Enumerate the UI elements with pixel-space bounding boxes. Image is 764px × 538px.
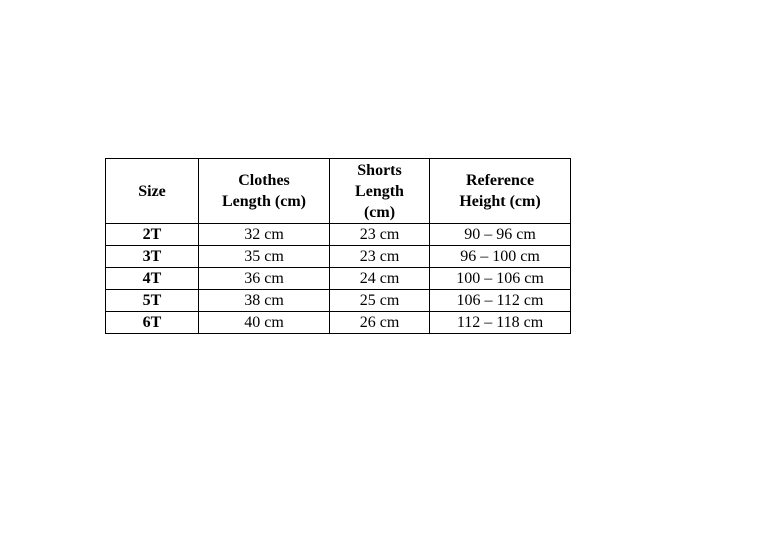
table-row [106, 224, 571, 246]
header-row [106, 159, 571, 224]
reference-height-cell: 96 – 100 cm [430, 246, 571, 268]
header-clothes-length-line-1: Clothes [238, 172, 290, 189]
size-chart-header [106, 159, 571, 224]
header-reference-height [430, 159, 571, 224]
header-clothes-length-line-2: Length (cm) [222, 193, 306, 210]
size-cell: 2T [106, 224, 199, 246]
reference-height-cell: 112 – 118 cm [430, 312, 571, 334]
header-shorts-length-line-3: (cm) [363, 203, 396, 221]
table-row [106, 312, 571, 334]
reference-height-cell: 100 – 106 cm [430, 268, 571, 290]
table-row [106, 268, 571, 290]
table-row [106, 290, 571, 312]
shorts-length-cell: 25 cm [330, 290, 430, 312]
header-size-line: Size [138, 182, 166, 200]
header-reference-height-line-1: Reference [465, 172, 535, 189]
size-chart-table [105, 158, 571, 334]
size-cell: 4T [106, 268, 199, 290]
reference-height-cell: 90 – 96 cm [430, 224, 571, 246]
clothes-length-cell: 40 cm [199, 312, 330, 334]
size-cell: 6T [106, 312, 199, 334]
header-size [106, 159, 199, 224]
shorts-length-cell: 24 cm [330, 268, 430, 290]
reference-height-cell: 106 – 112 cm [430, 290, 571, 312]
table-row [106, 246, 571, 268]
clothes-length-cell: 35 cm [199, 246, 330, 268]
size-chart-body [106, 224, 571, 334]
shorts-length-cell: 23 cm [330, 246, 430, 268]
shorts-length-cell: 23 cm [330, 224, 430, 246]
clothes-length-cell: 32 cm [199, 224, 330, 246]
clothes-length-cell: 38 cm [199, 290, 330, 312]
header-shorts-length-line-2: Length [355, 182, 404, 200]
header-reference-height-line-2: Height (cm) [459, 193, 541, 210]
header-shorts-length [330, 159, 430, 224]
size-cell: 3T [106, 246, 199, 268]
shorts-length-cell: 26 cm [330, 312, 430, 334]
size-cell: 5T [106, 290, 199, 312]
clothes-length-cell: 36 cm [199, 268, 330, 290]
header-clothes-length [199, 159, 330, 224]
header-shorts-length-line-1: Shorts [357, 161, 402, 179]
